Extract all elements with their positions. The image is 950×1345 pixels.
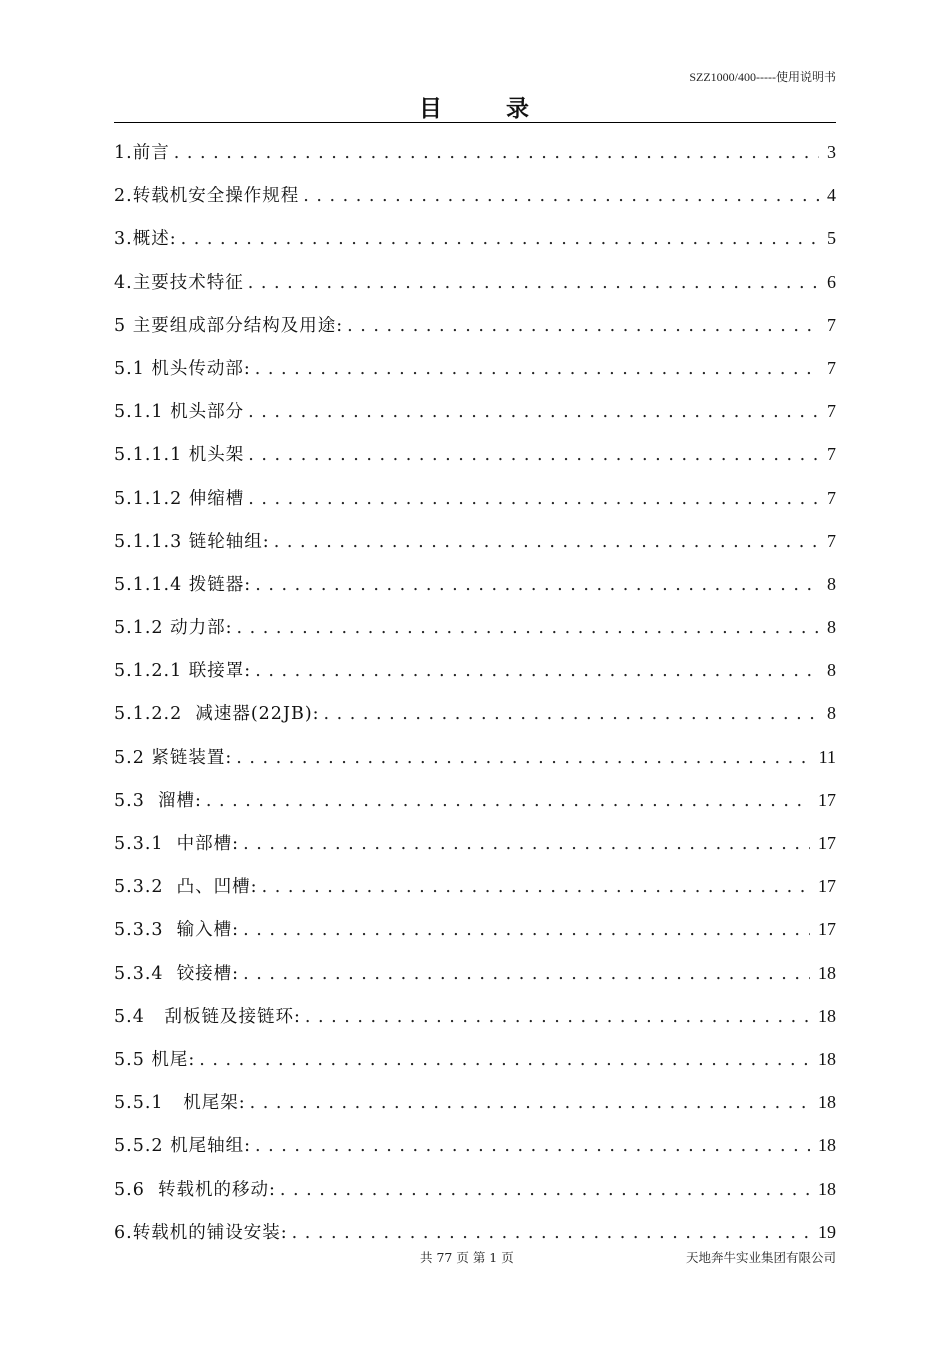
toc-leader-dots [303,175,819,218]
toc-entry-label: 5.5.2 机尾轴组: [114,1136,251,1157]
toc-entry-label: 5.2 紧链装置: [114,747,233,768]
toc-entry-page: 17 [818,876,836,897]
toc-entry-page: 18 [818,1005,836,1026]
title-char-2: 录 [506,95,531,122]
toc-entry-label: 5.3.2 凸、凹槽: [114,877,258,898]
toc-entry-page: 18 [818,1135,836,1156]
toc-leader-dots [243,823,810,866]
toc-leader-dots [347,305,819,348]
toc-entry-page: 18 [818,962,836,983]
toc-entry-label: 5.3.1 中部槽: [114,834,240,854]
toc-entry[interactable] [114,692,836,735]
toc-entry-page: 8 [827,703,836,724]
toc-entry[interactable] [114,649,836,692]
toc-leader-dots [324,693,819,736]
table-of-contents [114,131,836,1254]
toc-entry-page: 7 [827,314,836,335]
toc-leader-dots [248,434,819,477]
toc-entry[interactable] [114,952,836,995]
toc-entry-page: 7 [827,487,836,508]
toc-leader-dots [199,1039,810,1082]
toc-leader-dots [274,521,819,564]
toc-entry-label: 5.3.4 铰接槽: [114,963,240,984]
toc-entry-label: 5.1.1.3 链轮轴组: [114,531,270,552]
toc-leader-dots [248,391,819,434]
toc-entry-page: 8 [827,617,836,638]
toc-entry[interactable] [114,477,836,520]
toc-entry-page: 7 [827,357,836,378]
toc-leader-dots [255,650,819,693]
toc-leader-dots [248,478,819,521]
toc-entry-label: 5 主要组成部分结构及用途: [114,315,344,336]
toc-entry-label: 1.前言 [114,143,170,163]
toc-entry-label: 5.1.2.1 联接罩: [114,661,252,682]
toc-entry[interactable] [114,736,836,779]
toc-entry[interactable] [114,131,836,174]
toc-entry-page: 3 [827,142,836,162]
toc-entry-label: 4.主要技术特征 [114,272,244,293]
toc-leader-dots [206,780,810,823]
toc-entry[interactable] [114,865,836,908]
toc-entry-label: 5.1.1.2 伸缩槽 [114,488,245,509]
toc-entry[interactable] [114,174,836,217]
toc-entry-page: 7 [827,530,836,551]
footer-page-count: 共 77 页 第 1 页 [420,1250,514,1265]
toc-entry[interactable] [114,995,836,1038]
toc-leader-dots [255,348,819,391]
footer-company-name: 天地奔牛实业集团有限公司 [685,1250,836,1265]
toc-entry-page: 5 [827,228,836,249]
toc-entry-label: 5.6 转载机的移动: [114,1179,276,1200]
toc-entry[interactable] [114,304,836,347]
toc-entry-page: 18 [818,1048,836,1069]
toc-leader-dots [243,953,810,996]
toc-leader-dots [237,607,820,650]
toc-entry-label: 5.5.1 机尾架: [114,1093,246,1114]
toc-entry[interactable] [114,1081,836,1124]
toc-entry[interactable] [114,1168,836,1211]
toc-entry-label: 5.1.1.4 拨链器: [114,574,252,595]
toc-leader-dots [280,1169,810,1212]
toc-leader-dots [255,1125,810,1168]
toc-entry[interactable] [114,433,836,476]
toc-entry-label: 5.1.2 动力部: [114,618,233,639]
toc-entry-page: 6 [827,271,836,292]
toc-entry-page: 7 [827,444,836,465]
toc-leader-dots [255,564,819,607]
toc-entry-label: 5.1.1 机头部分 [114,402,245,423]
toc-leader-dots [250,1082,810,1125]
toc-entry-page: 18 [818,1178,836,1199]
toc-leader-dots [248,262,819,305]
document-code-header: SZZ1000/400-----使用说明书 [689,70,836,84]
toc-leader-dots [181,218,819,261]
toc-leader-dots [305,996,810,1039]
toc-entry-label: 5.4 刮板链及接链环: [114,1006,301,1027]
toc-entry[interactable] [114,606,836,649]
toc-entry-label: 5.3 溜槽: [114,790,202,811]
toc-entry-label: 5.1 机头传动部: [114,358,251,379]
toc-entry-label: 2.转载机安全操作规程 [114,186,300,207]
toc-entry-page: 7 [827,401,836,422]
toc-entry[interactable] [114,390,836,433]
toc-entry[interactable] [114,779,836,822]
toc-entry[interactable] [114,520,836,563]
toc-entry-label: 5.3.3 输入槽: [114,920,240,941]
toc-leader-dots [243,909,810,952]
toc-entry-page: 17 [818,919,836,940]
title-divider [114,122,836,123]
toc-entry-label: 3.概述: [114,229,177,250]
toc-entry[interactable] [114,1038,836,1081]
toc-entry-page: 18 [818,1092,836,1113]
toc-entry-page: 17 [818,789,836,810]
toc-entry-page: 8 [827,573,836,594]
toc-entry-page: 19 [818,1221,836,1242]
toc-entry-label: 5.1.1.1 机头架 [114,445,245,466]
toc-entry-page: 4 [827,185,836,206]
toc-entry[interactable] [114,261,836,304]
toc-entry-page: 11 [818,746,836,767]
toc-entry[interactable] [114,1124,836,1167]
toc-leader-dots [262,866,810,909]
toc-entry-page: 17 [818,833,836,853]
toc-entry[interactable] [114,217,836,260]
toc-entry[interactable] [114,347,836,390]
toc-leader-dots [174,132,819,175]
toc-entry-page: 8 [827,660,836,681]
toc-entry-label: 6.转载机的铺设安装: [114,1222,288,1243]
toc-entry-label: 5.1.2.2 减速器(22JB): [114,704,320,725]
toc-entry[interactable] [114,822,836,865]
page-title [0,90,950,123]
title-char-1: 目 [419,95,444,122]
toc-leader-dots [236,737,810,780]
toc-entry[interactable] [114,908,836,951]
toc-entry-label: 5.5 机尾: [114,1049,196,1070]
toc-entry[interactable] [114,563,836,606]
